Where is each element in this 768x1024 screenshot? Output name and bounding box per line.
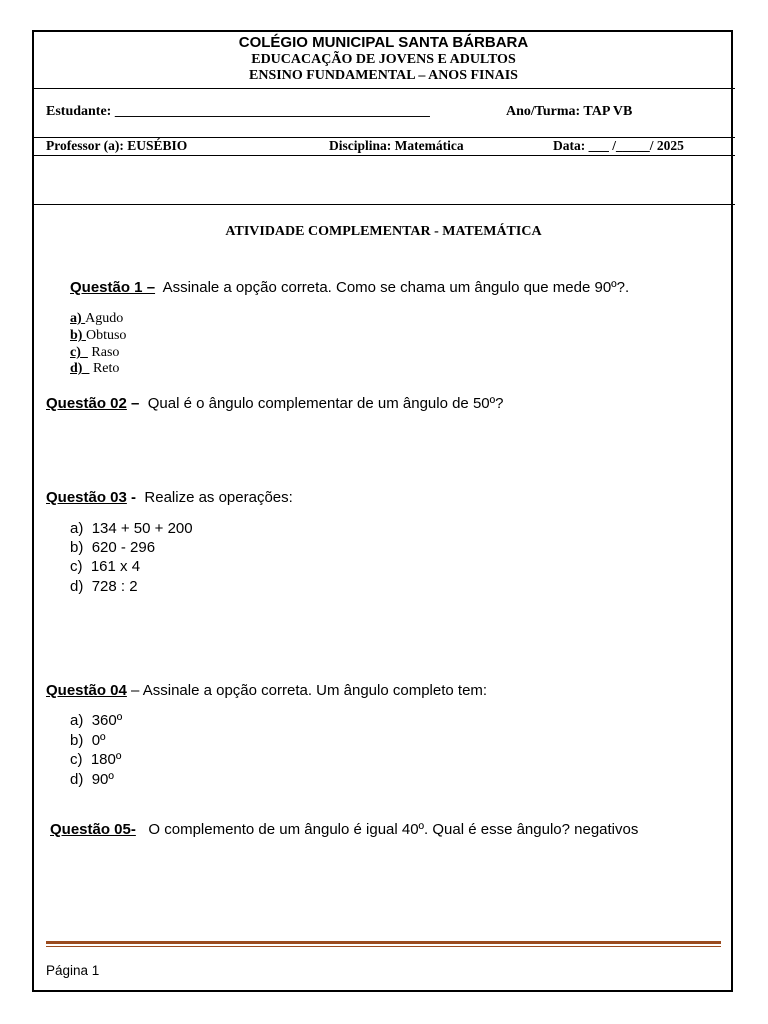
option-c[interactable]: c) 180º [70, 751, 122, 768]
question-label: Questão 02 [46, 395, 127, 412]
question-label: Questão 1 – [70, 279, 156, 296]
question-4 [46, 682, 487, 699]
option-d[interactable]: d) Reto [70, 361, 120, 376]
question-label: Questão 03 [46, 489, 127, 506]
operation-c: c) 161 x 4 [70, 558, 141, 575]
option-c[interactable]: c) Raso [70, 345, 120, 360]
education-level: ENSINO FUNDAMENTAL – ANOS FINAIS [249, 68, 518, 83]
school-name: COLÉGIO MUNICIPAL SANTA BÁRBARA [238, 34, 529, 51]
question-label: Questão 04 [46, 682, 127, 699]
subject-field: Disciplina: Matemática [329, 138, 464, 153]
page-border [32, 30, 733, 992]
teacher-field: Professor (a): EUSÉBIO [46, 138, 188, 153]
question-text: Qual é o ângulo complementar de um ângulo de 50º? [147, 395, 504, 412]
question-3: Questão 03 - Realize as operações: [46, 489, 293, 506]
student-field[interactable]: Estudante: _____________________________________________ [46, 104, 430, 119]
question-text: O complemento de um ângulo é igual 40º. Qual é esse ângulo? negativos [148, 821, 639, 838]
operation-a: a) 134 + 50 + 200 [70, 520, 193, 537]
option-b[interactable]: b) Obtuso [70, 328, 127, 343]
footer-rule-thin [46, 946, 721, 947]
operation-b: b) 620 - 296 [70, 539, 156, 556]
divider [32, 155, 735, 156]
question-text: – Assinale a opção correta. Um ângulo completo tem: [131, 682, 488, 699]
question-label: Questão 05- [50, 821, 136, 838]
question-5 [50, 821, 638, 838]
activity-title: ATIVIDADE COMPLEMENTAR - MATEMÁTICA [225, 224, 542, 239]
date-field[interactable]: Data: ___ /_____/ 2025 [553, 138, 684, 153]
divider [32, 204, 735, 205]
class-field: Ano/Turma: TAP VB [506, 104, 633, 119]
question-2: Questão 02 – Qual é o ângulo complementar de um ângulo de 50º? [46, 395, 504, 412]
option-a[interactable]: a) Agudo [70, 311, 124, 326]
divider [32, 88, 735, 89]
question-1 [70, 279, 629, 296]
program-name: EDUCACAÇÃO DE JOVENS E ADULTOS [251, 52, 516, 67]
question-text: Realize as operações: [144, 489, 293, 506]
option-d[interactable]: d) 90º [70, 771, 114, 788]
footer-rule [46, 941, 721, 944]
operation-d: d) 728 : 2 [70, 578, 138, 595]
page-number: Página 1 [46, 963, 100, 978]
option-b[interactable]: b) 0º [70, 732, 106, 749]
option-a[interactable]: a) 360º [70, 712, 123, 729]
question-text: Assinale a opção correta. Como se chama um ângulo que mede 90º?. [162, 279, 630, 296]
